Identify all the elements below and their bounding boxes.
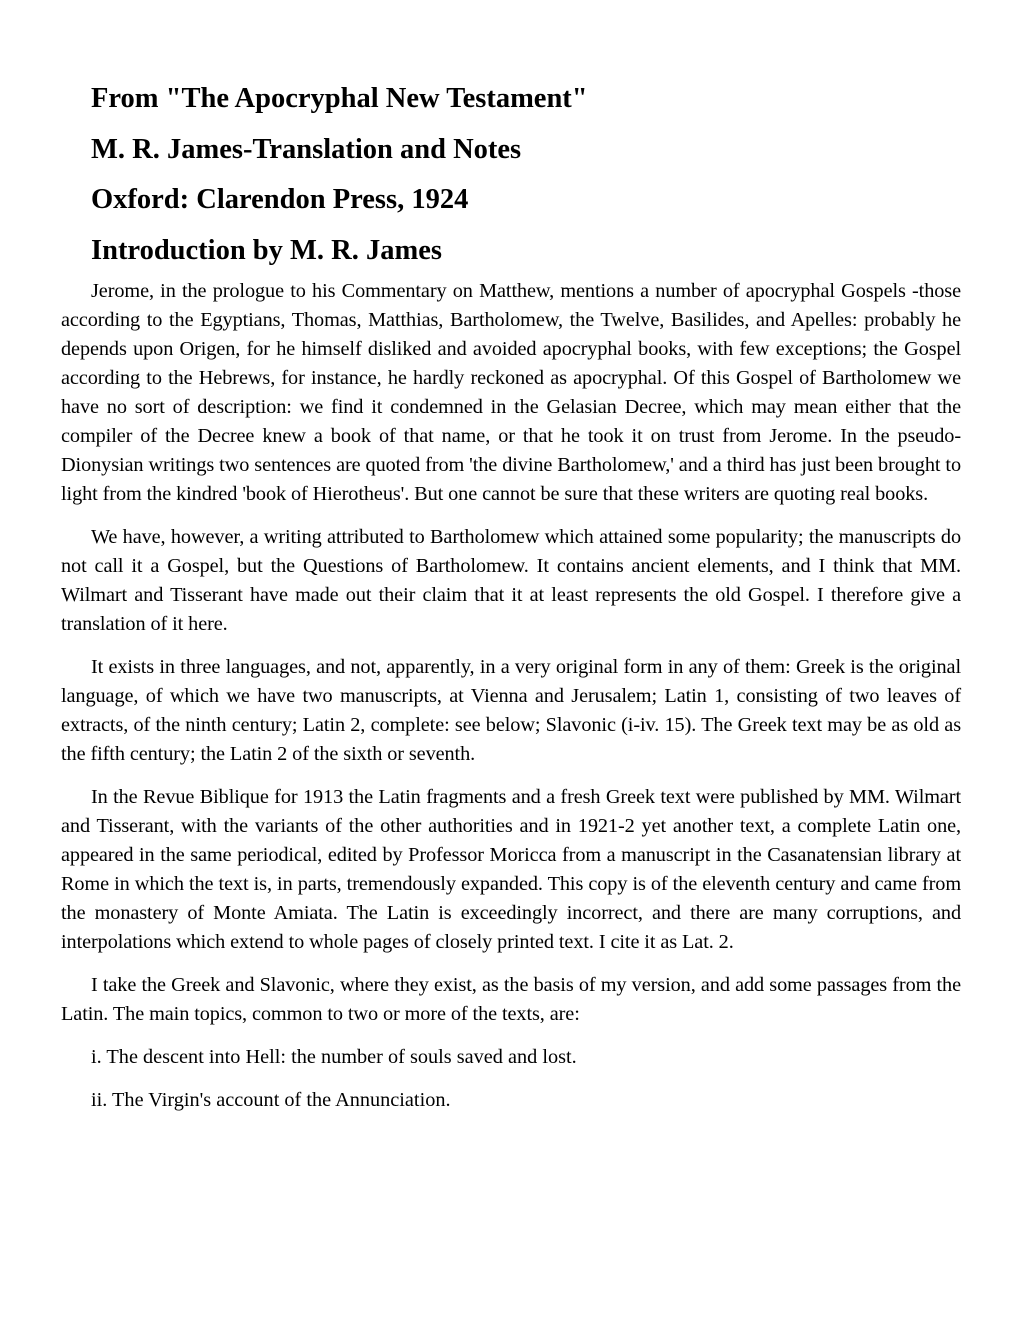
paragraph-revue-biblique: In the Revue Biblique for 1913 the Latin fragments and a fresh Greek text were published by MM. Wilmart and Tisserant, with the variants of the other authorities and in 1921-2 yet another text, a complete Latin one, appeared in the same periodical, edited by Professor Moricca from a manuscript in the Casanatensian library at Rome in which the text is, in parts, tremendously expanded. This copy is of the eleventh century and came from the monastery of Monte Amiata. The Latin is exceedingly incorrect, and there are many corruptions, and interpolations which extend to whole pages of closely printed text. I cite it as Lat. 2. xyxy=(61,786,961,953)
title-block xyxy=(61,74,961,276)
paragraph-main-topics: I take the Greek and Slavonic, where they exist, as the basis of my version, and add some passages from the Latin. The main topics, common to two or more of the texts, are: xyxy=(61,974,961,1025)
heading-translator: M. R. James-Translation and Notes xyxy=(91,133,522,165)
document-page xyxy=(61,74,961,1129)
paragraph-languages: It exists in three languages, and not, apparently, in a very original form in any of them: Greek is the original language, of which we have two manuscripts, at Vienna and Jerusalem; Latin 1, consisting of two leaves of extracts, of the ninth century; Latin 2, complete: see below; Slavonic (i-iv. 15). The Greek text may be as old as the fifth century; the Latin 2 of the sixth or seventh. xyxy=(61,656,961,765)
list-item-topic-1: i. The descent into Hell: the number of souls saved and lost. xyxy=(91,1046,577,1068)
paragraph-questions-of-bartholomew: We have, however, a writing attributed to Bartholomew which attained some popularity; the manuscripts do not call it a Gospel, but the Questions of Bartholomew. It contains ancient elements, and I think that MM. Wilmart and Tisserant have made out their claim that it at least represents the old Gospel. I therefore give a translation of it here. xyxy=(61,526,961,635)
heading-publisher: Oxford: Clarendon Press, 1924 xyxy=(91,184,469,215)
list-item-topic-2: ii. The Virgin's account of the Annunciation. xyxy=(91,1089,451,1111)
heading-source-title: From "The Apocryphal New Testament" xyxy=(91,83,588,114)
paragraph-jerome: Jerome, in the prologue to his Commentary on Matthew, mentions a number of apocryphal Gospels -those according to the Egyptians, Thomas, Matthias, Bartholomew, the Twelve, Basilides, and Apelles: probably he depends upon Origen, for he himself disliked and avoided apocryphal books, with few exceptions; the Gospel according to the Hebrews, for instance, he hardly reckoned as apocryphal. Of this Gospel of Bartholomew we have no sort of description: we find it condemned in the Gelasian Decree, which may mean either that the compiler of the Decree knew a book of that name, or that he took it on trust from Jerome. In the pseudo-Dionysian writings two sentences are quoted from 'the divine Bartholomew,' and a third has just been brought to light from the kindred 'book of Hierotheus'. But one cannot be sure that these writers are quoting real books. xyxy=(61,280,961,505)
heading-introduction: Introduction by M. R. James xyxy=(91,234,442,266)
